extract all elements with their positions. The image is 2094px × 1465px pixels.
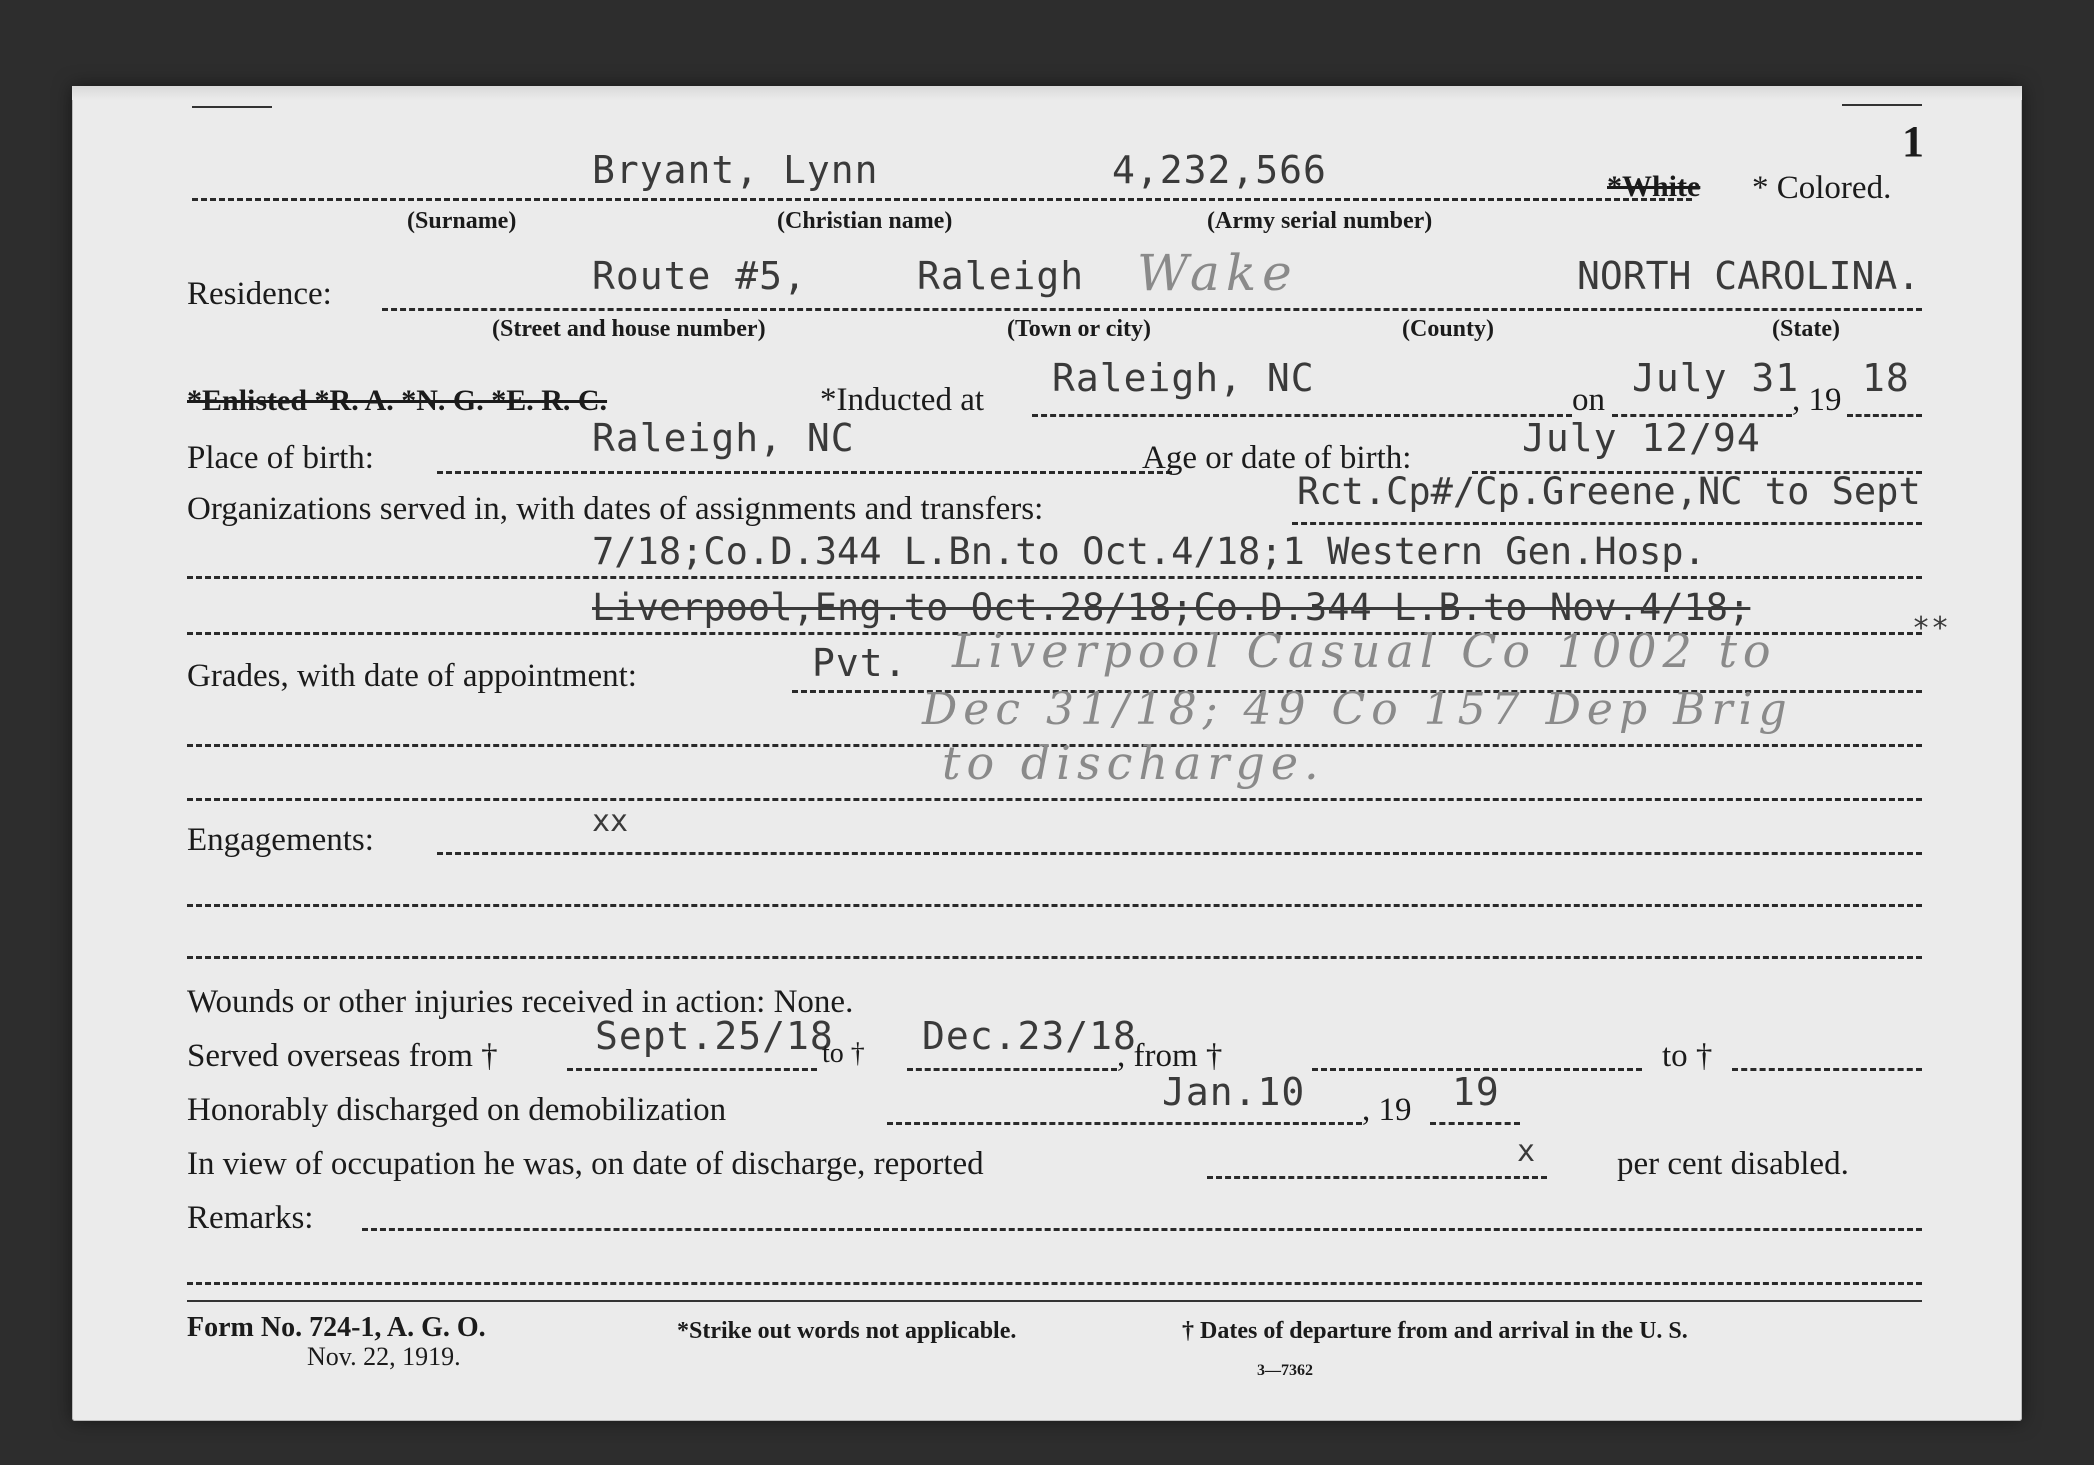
birth-date-label: Age or date of birth: [1142,440,1412,476]
overseas-from2-label: , from † [1117,1038,1223,1074]
race-white: *White [1607,170,1701,203]
residence-state: NORTH CAROLINA. [1577,254,1921,298]
grades-handwritten-2: Dec 31/18; 49 Co 157 Dep Brig [922,684,1793,735]
overseas-to2-line [1732,1068,1922,1071]
overseas-from: Sept.25/18 [595,1014,834,1058]
discharge-date-line [887,1122,1362,1125]
name-line [192,198,1692,201]
engagements-underline-3 [187,956,1922,959]
organizations-underline-2 [187,576,1922,579]
overseas-label: Served overseas from † [187,1038,498,1074]
organizations-asterisks: ** [1912,611,1951,646]
caption-county: (County) [1402,316,1495,342]
remarks-underline-3 [187,1300,1922,1302]
residence-label: Residence: [187,276,332,312]
card-number: 1 [1902,117,1924,166]
discharge-date: Jan.10 [1162,1070,1306,1114]
organizations-underline-1 [1292,522,1922,525]
residence-county: Wake [1137,244,1298,302]
top-left-rule [192,106,272,108]
engagements-underline-2 [187,904,1922,907]
remarks-label: Remarks: [187,1200,314,1236]
print-code: 3—7362 [1257,1362,1313,1379]
discharge-label: Honorably discharged on demobilization [187,1092,727,1128]
top-right-rule [1842,104,1922,106]
wounds-label: Wounds or other injuries received in action: None. [187,984,854,1020]
overseas-to2-label: to † [1662,1038,1713,1074]
form-date: Nov. 22, 1919. [307,1342,461,1371]
grades-handwritten-1: Liverpool Casual Co 1002 to [952,624,1777,678]
inducted-label: *Inducted at [820,382,985,418]
dates-note: † Dates of departure from and arrival in the U. S. [1182,1318,1688,1344]
grades-underline-3 [187,798,1922,801]
inducted-year-line [1847,414,1922,417]
on-label: on [1572,382,1605,418]
birth-place-line [437,471,1172,474]
residence-town: Raleigh [917,254,1085,298]
remarks-underline-2 [187,1282,1922,1285]
discharge-year-line [1430,1122,1520,1125]
birth-date: July 12/94 [1522,416,1761,460]
inducted-year: 18 [1862,356,1910,400]
birth-place: Raleigh, NC [592,416,855,460]
disability-label: In view of occupation he was, on date of discharge, reported [187,1146,984,1182]
card-top-edge [72,86,2022,100]
engagements-value: xx [592,804,629,839]
caption-state: (State) [1772,316,1840,342]
caption-surname: (Surname) [407,208,517,234]
disability-value: x [1517,1134,1536,1169]
strike-note: *Strike out words not applicable. [677,1318,1017,1344]
caption-serial: (Army serial number) [1207,208,1433,234]
grades-label: Grades, with date of appointment: [187,658,637,694]
army-serial: 4,232,566 [1112,148,1327,192]
struck-enlistment-types: *Enlisted *R. A. *N. G. *E. R. C. [187,384,608,417]
organizations-line-3: Liverpool,Eng.to Oct.28/18;Co.D.344 L.B.to Nov.4/18; [592,586,1751,629]
inducted-date: July 31 [1632,356,1800,400]
overseas-to-label: to † [822,1038,865,1069]
race-colored: * Colored. [1752,170,1892,206]
grade-value: Pvt. [812,641,908,685]
inducted-line [1032,414,1572,417]
disability-line [1207,1176,1547,1179]
caption-street: (Street and house number) [492,316,766,342]
engagements-underline-1 [437,852,1922,855]
surname-name: Bryant, Lynn [592,148,879,192]
year-prefix: , 19 [1792,382,1842,418]
overseas-to-line [907,1068,1117,1071]
residence-street: Route #5, [592,254,807,298]
remarks-underline-1 [362,1228,1922,1231]
residence-line [382,308,1922,311]
organizations-line-1: Rct.Cp#/Cp.Greene,NC to Sept [1297,470,1921,513]
birth-place-label: Place of birth: [187,440,374,476]
overseas-from-line [567,1068,817,1071]
overseas-to: Dec.23/18 [922,1014,1137,1058]
form-number: Form No. 724-1, A. G. O. [187,1312,486,1343]
caption-town: (Town or city) [1007,316,1151,342]
engagements-label: Engagements: [187,822,374,858]
inducted-place: Raleigh, NC [1052,356,1315,400]
caption-christian: (Christian name) [777,208,953,234]
discharge-year-prefix: , 19 [1362,1092,1412,1128]
grades-handwritten-3: to discharge. [942,736,1325,790]
service-record-card [72,86,2022,1421]
organizations-label: Organizations served in, with dates of assignments and transfers: [187,491,1044,527]
organizations-line-2: 7/18;Co.D.344 L.Bn.to Oct.4/18;1 Western Gen.Hosp. [592,530,1706,573]
discharge-year: 19 [1452,1070,1500,1114]
disability-suffix: per cent disabled. [1617,1146,1849,1182]
